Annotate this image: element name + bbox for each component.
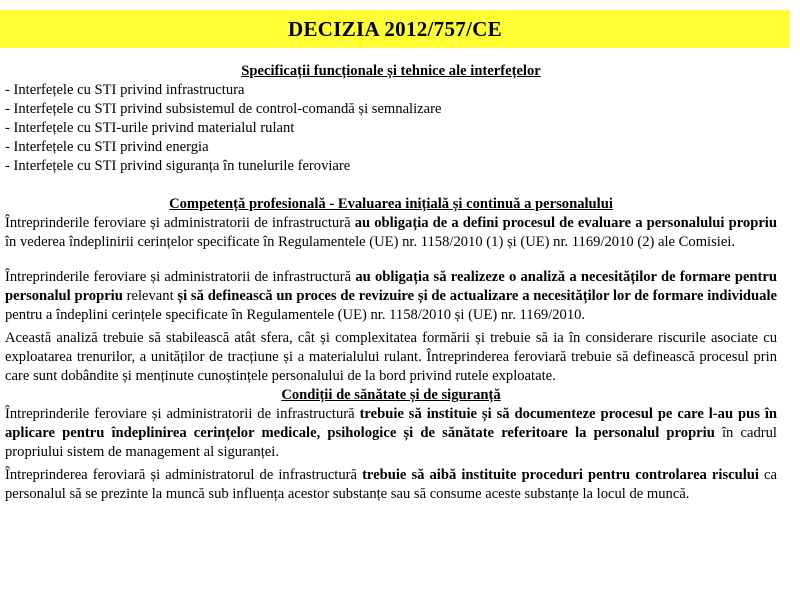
list-item: - Interfețele cu STI privind infrastructura (5, 82, 245, 98)
section-heading-specifications: Specificații funcționale și tehnice ale interfețelor (241, 63, 541, 79)
list-item: - Interfețele cu STI-urile privind materialul rulant (5, 120, 295, 136)
text-run: Întreprinderea feroviară și administratorul de infrastructură (5, 467, 363, 483)
section-heading-health-safety: Condiții de sănătate și de siguranță (281, 387, 501, 403)
text-run: în vederea îndeplinirii cerințelor specificate în Regulamentele (UE) nr. 1158/2010 (1) și (UE) nr. 1169/2010 (2) ale Comisiei. (5, 234, 736, 250)
list-item: - Interfețele cu STI privind subsistemul de control-comandă și semnalizare (5, 101, 442, 117)
bold-text-run: au obligația să realizeze o analiză a necesităților de formare pentru personalul propriu (5, 269, 777, 304)
list-item: - Interfețele cu STI privind energia (5, 139, 209, 155)
paragraph-medical-requirements (5, 405, 777, 462)
text-run: Întreprinderile feroviare și administratorii de infrastructură (5, 269, 356, 285)
text-run: în cadrul propriului sistem de management al siguranței. (5, 425, 777, 460)
paragraph-evaluation (5, 214, 777, 252)
text-run: pentru a îndeplini cerințele specificate în Regulamentele (UE) nr. 1158/2010 și (UE) nr. 1169/2010. (5, 307, 586, 323)
text-run: ca personalul să se prezinte la muncă sub influența acestor substanțe sau să consume aceste substanțe la locul de muncă. (5, 467, 777, 502)
bold-text-run: și să definească un proces de revizuire și de actualizare a necesităților lor de formare individuale (177, 288, 777, 304)
text-run: Întreprinderile feroviare și administratorii de infrastructură (5, 215, 355, 231)
page-title: DECIZIA 2012/757/CE (288, 16, 502, 41)
list-item: - Interfețele cu STI privind siguranța în tunelurile feroviare (5, 158, 351, 174)
paragraph-training-analysis (5, 268, 777, 325)
paragraph-analysis-scope: Această analiză trebuie să stabilească atât sfera, cât și complexitatea formării și trebuie să ia în considerare riscurile asociate cu exploatarea trenurilor, a unităților de tracțiune și a materialului rulant. Întreprinderea feroviară trebuie să definească procesul prin care sunt dobândite și menținute cunoștințele personalului de la bord privind rutele exploatate. (5, 330, 777, 384)
bold-text-run: trebuie să instituie și să documenteze procesul pe care l-au pus în aplicare pentru îndeplinirea cerințelor medicale, psihologice și de sănătate referitoare la personalul propriu (5, 406, 778, 441)
bold-text-run: trebuie să aibă instituite proceduri pentru controlarea riscului (362, 467, 759, 483)
section-heading-competence: Competență profesională - Evaluarea inițială și continuă a personalului (169, 196, 613, 212)
interfaces-list (5, 81, 777, 176)
paragraph-risk-control (5, 466, 777, 504)
document-body (5, 62, 777, 504)
text-run: Întreprinderile feroviare și administratorii de infrastructură (5, 406, 360, 422)
title-banner (0, 10, 790, 48)
bold-text-run: au obligația de a defini procesul de evaluare a personalului propriu (354, 215, 777, 231)
text-run: relevant (122, 288, 178, 304)
